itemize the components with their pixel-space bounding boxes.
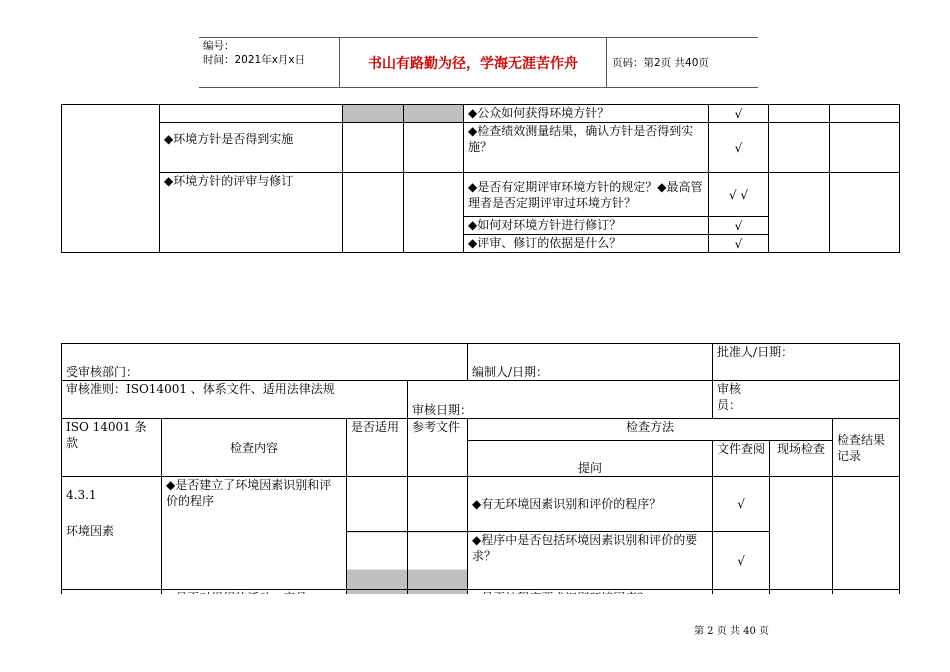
record-cell: [833, 477, 900, 590]
col-record: 检查结果记录: [833, 419, 900, 477]
criteria-text: 审核准则：ISO14001 、体系文件、适用法律法规: [66, 382, 335, 396]
col-doc-check: 文件查阅: [713, 441, 770, 477]
audit-date-label: 审核日期：: [408, 381, 713, 419]
approver-label: [713, 344, 900, 381]
number-label: 编号：: [203, 40, 235, 52]
page-bottom-margin: [0, 594, 950, 672]
doc-check-mark: √: [709, 235, 769, 253]
doc-check-mark: √ √: [709, 173, 769, 217]
header-bottom-rule: [199, 87, 758, 88]
col-applicable: 是否适用: [347, 419, 408, 477]
editor-label: 编制人/日期：: [468, 344, 713, 381]
reference-cell: [404, 173, 464, 253]
record-cell: [830, 105, 900, 123]
page-info: 页码：第2页 共40页: [612, 57, 709, 69]
doc-check-mark: √: [709, 123, 769, 173]
applicable-cell: [343, 173, 404, 253]
table-row: [62, 123, 900, 173]
clause-cell: [62, 105, 160, 253]
table-row: [62, 173, 900, 217]
reference-cell: [408, 532, 468, 590]
doc-check-mark: √: [709, 105, 769, 123]
header-row: [62, 419, 900, 441]
header-top-rule: [199, 37, 758, 38]
auditor-label: [713, 381, 900, 419]
table-row: [62, 105, 900, 123]
clause-cell: [62, 477, 162, 590]
header-divider: [606, 37, 607, 88]
dept-label: 受审核部门：: [62, 344, 468, 381]
question: ◆公众如何获得环境方针？: [464, 105, 709, 123]
col-clause: ISO 14001 条款: [62, 419, 162, 477]
check-item: ◆环境方针的评审与修订: [160, 173, 343, 253]
col-question: 提问: [468, 441, 713, 477]
check-item: [160, 105, 343, 123]
col-reference: 参考文件: [408, 419, 468, 477]
reference-cell: [404, 105, 464, 123]
time-label: 时间：2021年x月x日: [203, 54, 306, 66]
applicable-cell: [347, 477, 408, 532]
question: ◆是否有定期评审环境方针的规定？◆最高管理者是否定期评审过环境方针？: [464, 173, 709, 217]
site-check-cell: [770, 477, 833, 590]
approver-label-text: 批准人/日期：: [717, 345, 794, 359]
question: ◆有无环境因素识别和评价的程序？: [468, 477, 713, 532]
question: ◆检查绩效测量结果，确认方针是否得到实施？: [464, 123, 709, 173]
question: ◆评审、修订的依据是什么？: [464, 235, 709, 253]
page-footer: 第 2 页 共 40 页: [694, 626, 769, 637]
aspect-check-table: [61, 343, 900, 612]
check-item: ◆环境方针是否得到实施: [160, 123, 343, 173]
clause-number: 4.3.1: [66, 488, 97, 502]
col-method: 检查方法: [468, 419, 833, 441]
applicable-cell: [343, 105, 404, 123]
auditor-label-text: 审核员：: [717, 382, 742, 412]
doc-check-mark: √: [713, 477, 770, 532]
col-content: 检查内容: [162, 419, 347, 477]
motto: 书山有路勤为径，学海无涯苦作舟: [368, 56, 578, 72]
policy-check-table: [61, 104, 900, 253]
site-check-cell: [769, 173, 830, 253]
reference-cell: [404, 123, 464, 173]
reference-cell: [408, 477, 468, 532]
applicable-cell: [343, 123, 404, 173]
site-check-cell: [769, 105, 830, 123]
check-item: ◆是否建立了环境因素识别和评价的程序: [162, 477, 347, 590]
col-site-check: 现场检查: [770, 441, 833, 477]
info-row: [62, 344, 900, 381]
doc-check-mark: √: [709, 217, 769, 235]
question: ◆如何对环境方针进行修订？: [464, 217, 709, 235]
record-cell: [830, 123, 900, 173]
info-row: [62, 381, 900, 419]
applicable-cell: [347, 532, 408, 590]
site-check-cell: [769, 123, 830, 173]
record-cell: [830, 173, 900, 253]
clause-name: 环境因素: [66, 524, 115, 538]
criteria-label: [62, 381, 408, 419]
table-row: [62, 477, 900, 532]
doc-check-mark: √: [713, 532, 770, 590]
question: ◆程序中是否包括环境因素识别和评价的要求？: [468, 532, 713, 590]
